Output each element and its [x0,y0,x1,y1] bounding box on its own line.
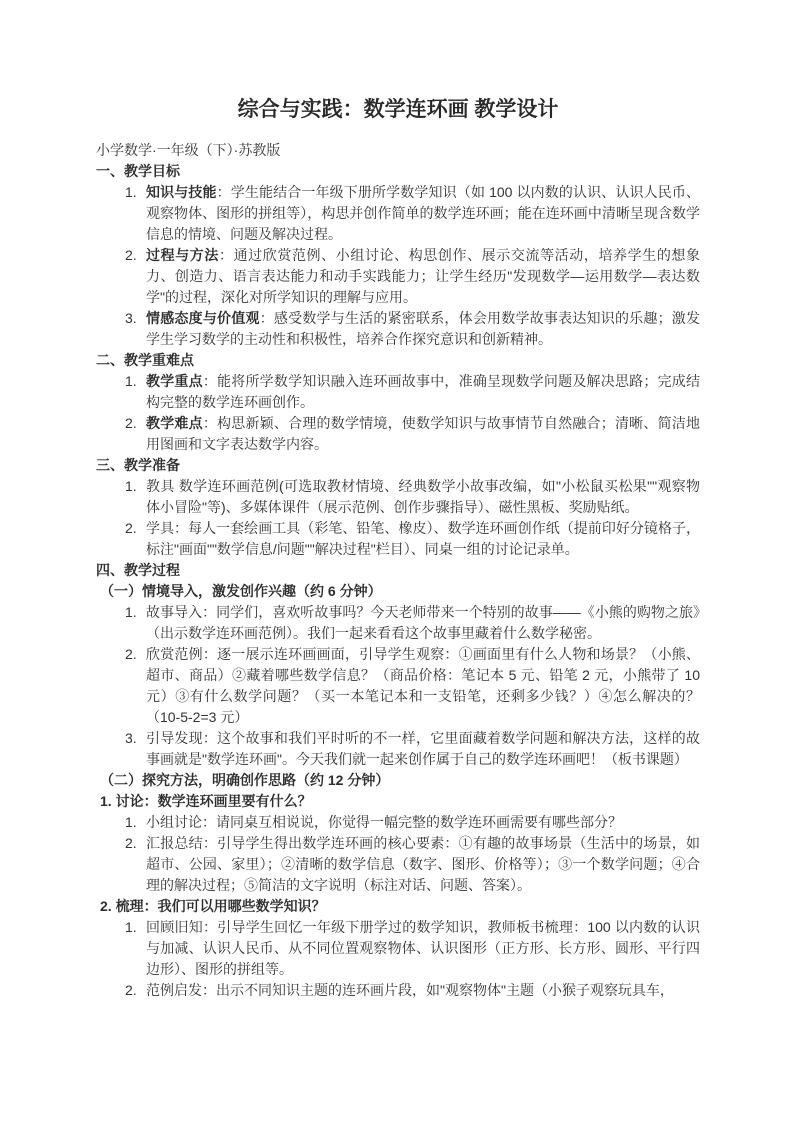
list-item-number: 2. [125,415,137,431]
list-item-text [146,602,700,644]
list-item-lead: 知识与技能 [146,184,217,200]
subsection-heading-intro: （一）情境导入，激发创作兴趣（约 6 分钟） [100,583,382,599]
list-item-body: 故事导入：同学们，喜欢听故事吗？今天老师带来一个特别的故事——《小熊的购物之旅》（出示数学连环画范例）。我们一起来看看这个故事里藏着什么数学秘密。 [146,604,700,641]
list-item [96,917,700,980]
list-item-lead: 教学难点 [146,415,203,431]
list-item [96,602,700,644]
list-item [96,644,700,728]
subsection-heading-explore: （二）探究方法，明确创作思路（约 12 分钟） [100,772,390,788]
list-item-number: 1. [125,478,137,494]
list-item [96,980,700,1001]
list-item [96,728,700,770]
list-item-text [146,476,700,518]
list-item-text [146,371,700,413]
block-heading-discussion: 1. 讨论：数学连环画里要有什么？ [100,793,312,809]
list-item [96,518,700,560]
list-item-number: 1. [125,604,137,620]
list-item-text [146,518,700,560]
list-item [96,182,700,245]
list-item-body: ：能将所学数学知识融入连环画故事中，准确呈现数学问题及解决思路；完成结构完整的数学连环画创作。 [146,373,700,410]
list-item-text [146,245,700,308]
list-item-body: 范例启发：出示不同知识主题的连环画片段，如"观察物体"主题（小猴子观察玩具车， [146,982,674,998]
list-item-body: 引导发现：这个故事和我们平时听的不一样，它里面藏着数学问题和解决方法，这样的故事画就是"数学连环画"。今天我们就一起来创作属于自己的数学连环画吧！（板书课题） [146,730,700,767]
list-item-number: 2. [125,247,137,263]
list-item-body: ：学生能结合一年级下册所学数学知识（如 100 以内数的认识、认识人民币、观察物体、图形的拼组等），构思并创作简单的数学连环画；能在连环画中清晰呈现含数学信息的情境、问题及解决过程。 [146,184,700,242]
list-item-text [146,812,700,833]
list-item [96,812,700,833]
list-item-number: 2. [125,982,137,998]
list-item-number: 3. [125,310,137,326]
list-item-body: ：构思新颖、合理的数学情境，使数学知识与故事情节自然融合；清晰、简洁地用图画和文字表达数学内容。 [146,415,700,452]
list-item [96,413,700,455]
list-item-number: 1. [125,373,137,389]
list-item-number: 1. [125,184,137,200]
list-item-body: ：通过欣赏范例、小组讨论、构思创作、展示交流等活动，培养学生的想象力、创造力、语言表达能力和动手实践能力；让学生经历"发现数学—运用数学—表达数学"的过程，深化对所学知识的理解与应用。 [146,247,701,305]
list-item-number: 1. [125,814,137,830]
list-item [96,833,700,896]
document-subtitle: 小学数学·一年级（下）·苏教版 [96,142,281,158]
list-item-text [146,308,700,350]
list-item-body: 教具 数学连环画范例(可选取教材情境、经典数学小故事改编，如"小松鼠买松果""观察物体小冒险"等)、多媒体课件（展示范例、创作步骤指导）、磁性黑板、奖励贴纸。 [146,478,700,515]
section-heading-preparation: 三、教学准备 [96,457,180,473]
list-item-number: 2. [125,646,137,662]
list-item-lead: 情感态度与价值观 [146,310,260,326]
list-item-text [146,917,700,980]
list-item-number: 1. [125,919,137,935]
list-item-lead: 教学重点 [146,373,203,389]
list-item-text [146,413,700,455]
list-item [96,308,700,350]
list-item-text [146,644,700,728]
list-item-number: 3. [125,730,137,746]
list-item-text [146,980,700,1001]
section-heading-objectives: 一、教学目标 [96,163,180,179]
list-item-text [146,728,700,770]
list-item-body: 小组讨论：请同桌互相说说，你觉得一幅完整的数学连环画需要有哪些部分？ [146,814,622,830]
list-item [96,371,700,413]
list-item-lead: 过程与方法 [146,247,219,263]
list-item-text [146,182,700,245]
list-item-body: 汇报总结：引导学生得出数学连环画的核心要素：①有趣的故事场景（生活中的场景，如超市、公园、家里）；②清晰的数学信息（数字、图形、价格等）；③一个数学问题；④合理的解决过程；⑤简洁的文字说明（标注对话、问题、答案）。 [146,835,700,893]
list-item-body: ：感受数学与生活的紧密联系，体会用数学故事表达知识的乐趣；激发学生学习数学的主动性和积极性，培养合作探究意识和创新精神。 [146,310,701,347]
list-item-body: 回顾旧知：引导学生回忆一年级下册学过的数学知识，教师板书梳理：100 以内数的认识与加减、认识人民币、从不同位置观察物体、认识图形（正方形、长方形、圆形、平行四边形）、图形的拼组等。 [146,919,700,977]
section-heading-key-points: 二、教学重难点 [96,352,194,368]
list-item-text [146,833,700,896]
list-item-body: 学具：每人一套绘画工具（彩笔、铅笔、橡皮）、数学连环画创作纸（提前印好分镜格子，标注"画面""数学信息/问题""解决过程"栏目）、同桌一组的讨论记录单。 [146,520,700,557]
document-title: 综合与实践：数学连环画 教学设计 [237,98,559,121]
list-item [96,476,700,518]
list-item-number: 2. [125,835,137,851]
section-heading-process: 四、教学过程 [96,562,180,578]
list-item-body: 欣赏范例：逐一展示连环画画面，引导学生观察：①画面里有什么人物和场景？（小熊、超市、商品）②藏着哪些数学信息？（商品价格：笔记本 5 元、铅笔 2 元，小熊带了 10 元）③有什么数学问题？（买一本笔记本和一支铅笔，还剩多少钱？）④怎么解决的？（10-5-2=3 元） [146,646,700,725]
list-item-number: 2. [125,520,137,536]
block-heading-review: 2. 梳理：我们可以用哪些数学知识？ [100,898,326,914]
list-item [96,245,700,308]
